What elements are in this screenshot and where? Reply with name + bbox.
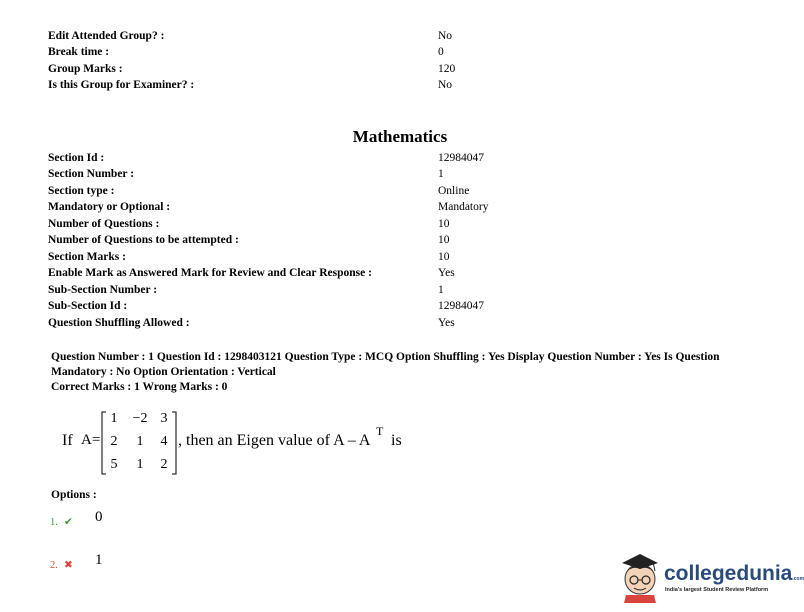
section-row-num-questions [48, 216, 748, 232]
row-value: 0 [438, 46, 444, 58]
section-row-shuffling [48, 315, 748, 331]
matrix-cell: 4 [160, 434, 168, 449]
row-label: Enable Mark as Answered Mark for Review and Clear Response : [48, 267, 372, 279]
brand-tagline: India's largest Student Review Platform [665, 587, 769, 593]
option-value: 1 [95, 552, 103, 568]
row-value: 12984047 [438, 300, 484, 312]
row-value: 10 [438, 218, 450, 230]
section-row-mandatory [48, 199, 748, 215]
option-number: 2. [50, 560, 58, 571]
row-label: Section Id : [48, 152, 105, 164]
option-number: 1. [50, 517, 58, 528]
row-value: 10 [438, 251, 450, 263]
row-label: Is this Group for Examiner? : [48, 79, 195, 91]
row-value: 120 [438, 63, 456, 75]
section-row-mark-review [48, 265, 748, 281]
section-row-subsection-id [48, 298, 748, 314]
check-icon: ✔ [64, 517, 73, 528]
section-row-number [48, 166, 748, 182]
row-value: No [438, 79, 453, 91]
section-row-id [48, 150, 748, 166]
row-label: Break time : [48, 46, 110, 58]
row-label: Section Number : [48, 168, 135, 180]
cross-icon: ✖ [64, 560, 73, 571]
group-row-examiner [48, 77, 748, 93]
option-value: 0 [95, 509, 103, 525]
row-label: Question Shuffling Allowed : [48, 317, 190, 329]
row-label: Number of Questions : [48, 218, 160, 230]
question-lhs: A= [81, 432, 101, 448]
row-value: 1 [438, 168, 444, 180]
row-label: Mandatory or Optional : [48, 201, 171, 213]
question-header-line-2: Mandatory : No Option Orientation : Vertical [51, 366, 276, 378]
student-mascot-icon [618, 551, 664, 603]
matrix-cell: 1 [136, 434, 144, 449]
group-row-group-marks [48, 61, 748, 77]
question-header-line-3: Correct Marks : 1 Wrong Marks : 0 [51, 381, 228, 393]
row-label: Section type : [48, 185, 115, 197]
question-superscript: T [376, 424, 384, 438]
matrix-cell: −2 [132, 411, 148, 426]
row-label: Number of Questions to be attempted : [48, 234, 239, 246]
question-suffix: , then an Eigen value of A – A [178, 432, 371, 449]
section-row-marks [48, 249, 748, 265]
row-value: Mandatory [438, 201, 489, 213]
row-label: Group Marks : [48, 63, 123, 75]
row-value: Online [438, 185, 470, 197]
row-value: Yes [438, 267, 455, 279]
section-row-subsection-number [48, 282, 748, 298]
collegedunia-logo [618, 551, 804, 603]
matrix-cell: 2 [160, 457, 168, 472]
brand-name: collegedunia.com [664, 562, 804, 585]
group-row-break-time [48, 44, 748, 60]
row-value: No [438, 30, 453, 42]
question-header [51, 350, 761, 395]
row-label: Edit Attended Group? : [48, 30, 165, 42]
matrix-cell: 1 [136, 457, 144, 472]
brand-suffix: .com [792, 576, 804, 582]
section-title: Mathematics [352, 127, 448, 146]
row-label: Sub-Section Number : [48, 284, 158, 296]
matrix-cell: 2 [110, 434, 118, 449]
row-value: 1 [438, 284, 444, 296]
row-label: Section Marks : [48, 251, 126, 263]
row-value: 10 [438, 234, 450, 246]
question-prefix: If [62, 432, 73, 449]
question-text [62, 408, 462, 478]
row-value: 12984047 [438, 152, 484, 164]
matrix-cell: 1 [110, 411, 118, 426]
matrix-cell: 3 [160, 411, 168, 426]
section-row-num-attempted [48, 232, 748, 248]
group-row-edit-attended [48, 28, 748, 44]
row-label: Sub-Section Id : [48, 300, 128, 312]
question-ending: is [391, 432, 402, 449]
question-header-line-1: Question Number : 1 Question Id : 1298403121 Question Type : MCQ Option Shuffling : Yes Display Question Number : Yes Is Question [51, 351, 720, 363]
row-value: Yes [438, 317, 455, 329]
options-label: Options : [51, 489, 97, 501]
section-row-type [48, 183, 748, 199]
matrix-cell: 5 [110, 457, 118, 472]
